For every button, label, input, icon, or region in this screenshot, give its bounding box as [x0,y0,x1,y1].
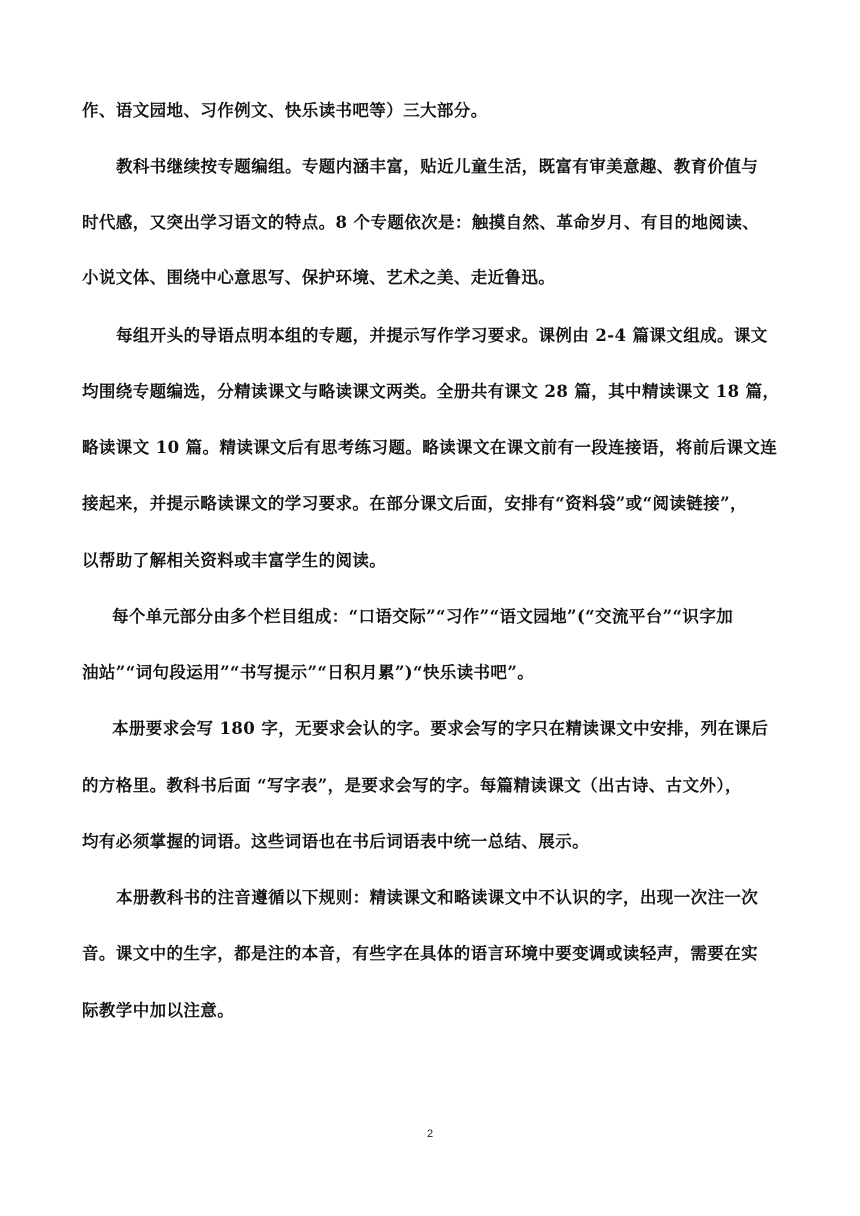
page-number: 2 [426,1128,434,1140]
text-line: 油站”“词句段运用”“书写提示”“日积月累”)“快乐读书吧”。 [82,663,535,682]
text-line: 教科书继续按专题编组。专题内涵丰富，贴近儿童生活，既富有审美意趣、教育价值与 [116,157,759,176]
text-line: 接起来，并提示略读课文的学习要求。在部分课文后面，安排有“资料袋”或“阅读链接”， [82,494,747,513]
text-line: 本册要求会写 180 字，无要求会认的字。要求会写的字只在精读课文中安排，列在课后 [112,719,769,738]
text-line: 音。课文中的生字，都是注的本音，有些字在具体的语言环境中要变调或读轻声，需要在实 [82,944,758,963]
text-line: 时代感，又突出学习语文的特点。8 个专题依次是：触摸自然、革命岁月、有目的地阅读、 [82,213,760,232]
text-line: 作、语文园地、习作例文、快乐读书吧等）三大部分。 [82,101,488,120]
text-line: 的方格里。教科书后面 “写字表”，是要求会写的字。每篇精读课文（出古诗、古文外）， [82,776,742,795]
text-line: 均有必须掌握的词语。这些词语也在书后词语表中统一总结、展示。 [82,832,589,851]
text-line: 本册教科书的注音遵循以下规则：精读课文和略读课文中不认识的字，出现一次注一次 [116,888,759,907]
text-line: 以帮助了解相关资料或丰富学生的阅读。 [82,551,387,570]
text-line: 每个单元部分由多个栏目组成：“口语交际”“习作”“语文园地”(“交流平台”“识字加 [112,607,734,626]
text-line: 均围绕专题编选，分精读课文与略读课文两类。全册共有课文 28 篇，其中精读课文 18 篇， [82,382,780,401]
text-line: 小说文体、围绕中心意思写、保护环境、艺术之美、走近鲁迅。 [82,268,556,287]
text-line: 际教学中加以注意。 [82,1001,235,1020]
text-line: 每组开头的导语点明本组的专题，并提示写作学习要求。课例由 2-4 篇课文组成。课文 [116,326,768,345]
text-line: 略读课文 10 篇。精读课文后有思考练习题。略读课文在课文前有一段连接语，将前后课文连 [82,438,778,457]
